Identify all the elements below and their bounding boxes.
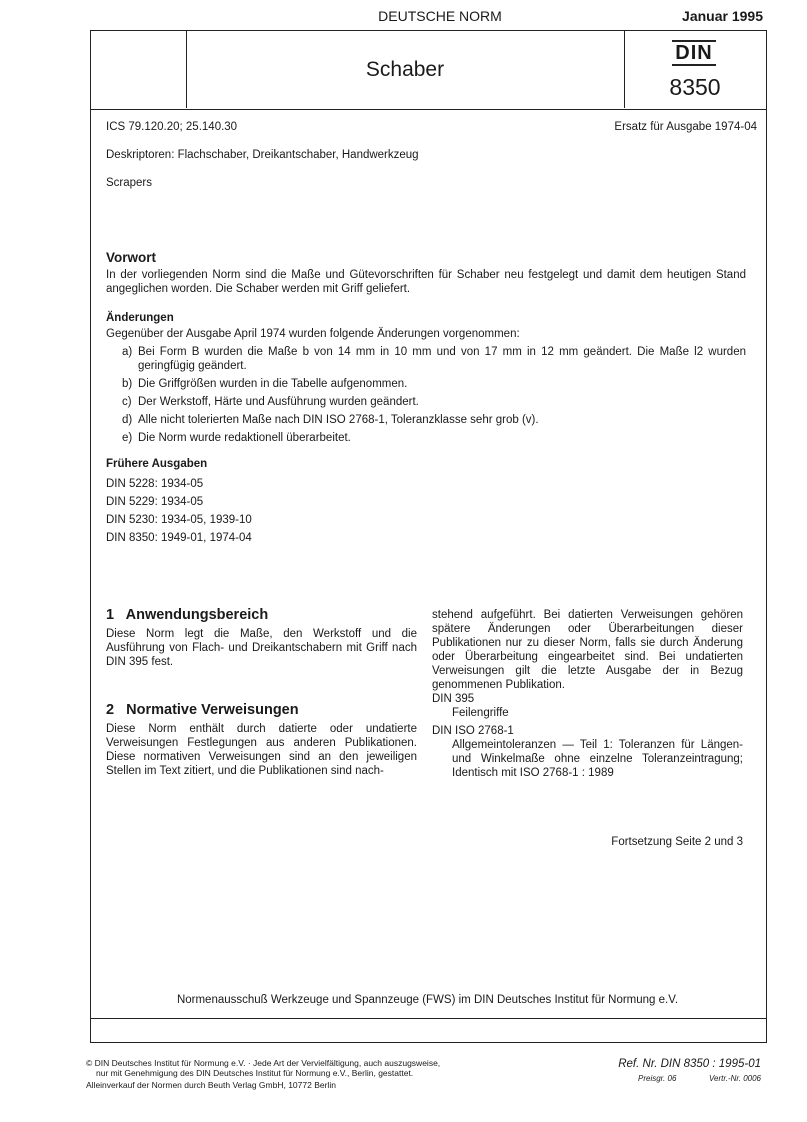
standard-number: 8350 [669,74,721,100]
document-type-label: DEUTSCHE NORM [378,8,502,24]
list-text: Die Norm wurde redaktionell überarbeitet. [138,432,351,444]
header-divider-right [624,30,625,108]
distribution-number: Vertr.-Nr. 0006 [708,1074,761,1083]
section-1-heading: 1 Anwendungsbereich [106,607,269,623]
previous-editions-list [106,475,252,547]
legal-line: Alleinverkauf der Normen durch Beuth Verlag GmbH, 10772 Berlin [86,1080,336,1090]
list-text: Die Griffgrößen wurden in die Tabelle aufgenommen. [138,378,408,390]
changes-list [122,345,746,445]
issue-date: Januar 1995 [682,8,763,24]
continuation-note: Fortsetzung Seite 2 und 3 [611,836,743,848]
legal-line: nur mit Genehmigung des DIN Deutsches Institut für Normung e.V., Berlin, gestattet. [96,1068,414,1078]
list-item [122,345,746,373]
previous-editions-heading: Frühere Ausgaben [106,458,208,470]
list-item: DIN 5228: 1934-05 [106,478,204,490]
section-2-continuation: stehend aufgeführt. Bei datierten Verweisungen gehören spätere Änderungen oder Überarbeitungen dieser Publikationen nur zu dieser Norm, falls sie durch Änderung oder Überarbeitung eingearbeitet sind. Bei undatierten Verweisungen gilt die letzte Ausgabe der in Bezug genommenen Publikation. [432,609,743,691]
replaces-edition: Ersatz für Ausgabe 1974-04 [614,121,757,133]
document-title: Schaber [365,58,445,81]
list-item: DIN 8350: 1949-01, 1974-04 [106,532,252,544]
vorwort-heading: Vorwort [106,250,156,265]
list-item [122,431,746,445]
list-item [122,377,746,391]
list-marker: b) [122,378,133,390]
list-item: DIN 5229: 1934-05 [106,496,204,508]
section-2-heading: 2 Normative Verweisungen [106,702,299,718]
changes-heading: Änderungen [106,312,174,324]
list-text: Alle nicht tolerierten Maße nach DIN ISO 2768-1, Toleranzklasse sehr grob (v). [138,414,539,426]
list-item [122,413,746,427]
list-marker: a) [122,346,133,358]
reference-title: Feilengriffe [452,707,509,719]
reference-number: Ref. Nr. DIN 8350 : 1995-01 [618,1058,761,1070]
committee-line: Normenausschuß Werkzeuge und Spannzeuge (FWS) im DIN Deutsches Institut für Normung e.V. [176,994,679,1006]
price-group: Preisgr. 06 [638,1074,677,1083]
din-logo-icon: DIN [672,40,716,66]
reference-id: DIN 395 [432,693,475,705]
body-frame [90,108,767,1019]
list-item [122,395,746,409]
list-marker: c) [122,396,132,408]
descriptors: Deskriptoren: Flachschaber, Dreikantschaber, Handwerkzeug [106,149,419,161]
list-item: DIN 5230: 1934-05, 1939-10 [106,514,252,526]
legal-line: © DIN Deutsches Institut für Normung e.V. · Jede Art der Vervielfältigung, auch auszugsweise, [86,1058,441,1068]
changes-intro: Gegenüber der Ausgabe April 1974 wurden folgende Änderungen vorgenommen: [106,328,520,340]
list-marker: d) [122,414,133,426]
vorwort-text: In der vorliegenden Norm sind die Maße und Gütevorschriften für Schaber neu festgelegt und damit dem heutigen Stand angeglichen worden. Die Schaber werden mit Griff geliefert. [106,269,746,295]
list-marker: e) [122,432,133,444]
english-title: Scrapers [106,177,153,189]
footer-frame [90,1018,767,1043]
section-2-text: Diese Norm enthält durch datierte oder undatierte Verweisungen Festlegungen aus anderen Publikationen. Diese normativen Verweisungen sind an den jeweiligen Stellen im Text zitiert, und die Publikationen sind nach- [106,723,417,777]
copyright-notice [86,1058,440,1090]
list-text: Der Werkstoff, Härte und Ausführung wurden geändert. [138,396,419,408]
section-1-text: Diese Norm legt die Maße, den Werkstoff und die Ausführung von Flach- und Dreikantschabern mit Griff nach DIN 395 fest. [106,628,417,668]
ics-code: ICS 79.120.20; 25.140.30 [106,121,238,133]
list-text: Bei Form B wurden die Maße b von 14 mm in 10 mm und von 17 mm in 12 mm geändert. Die Maße l2 wurden geringfügig geändert. [138,346,746,372]
reference-title: Allgemeintoleranzen — Teil 1: Toleranzen für Längen- und Winkelmaße ohne einzelne Toleranzeintragung; Identisch mit ISO 2768-1 : 1989 [452,739,743,779]
reference-id: DIN ISO 2768-1 [432,725,514,737]
